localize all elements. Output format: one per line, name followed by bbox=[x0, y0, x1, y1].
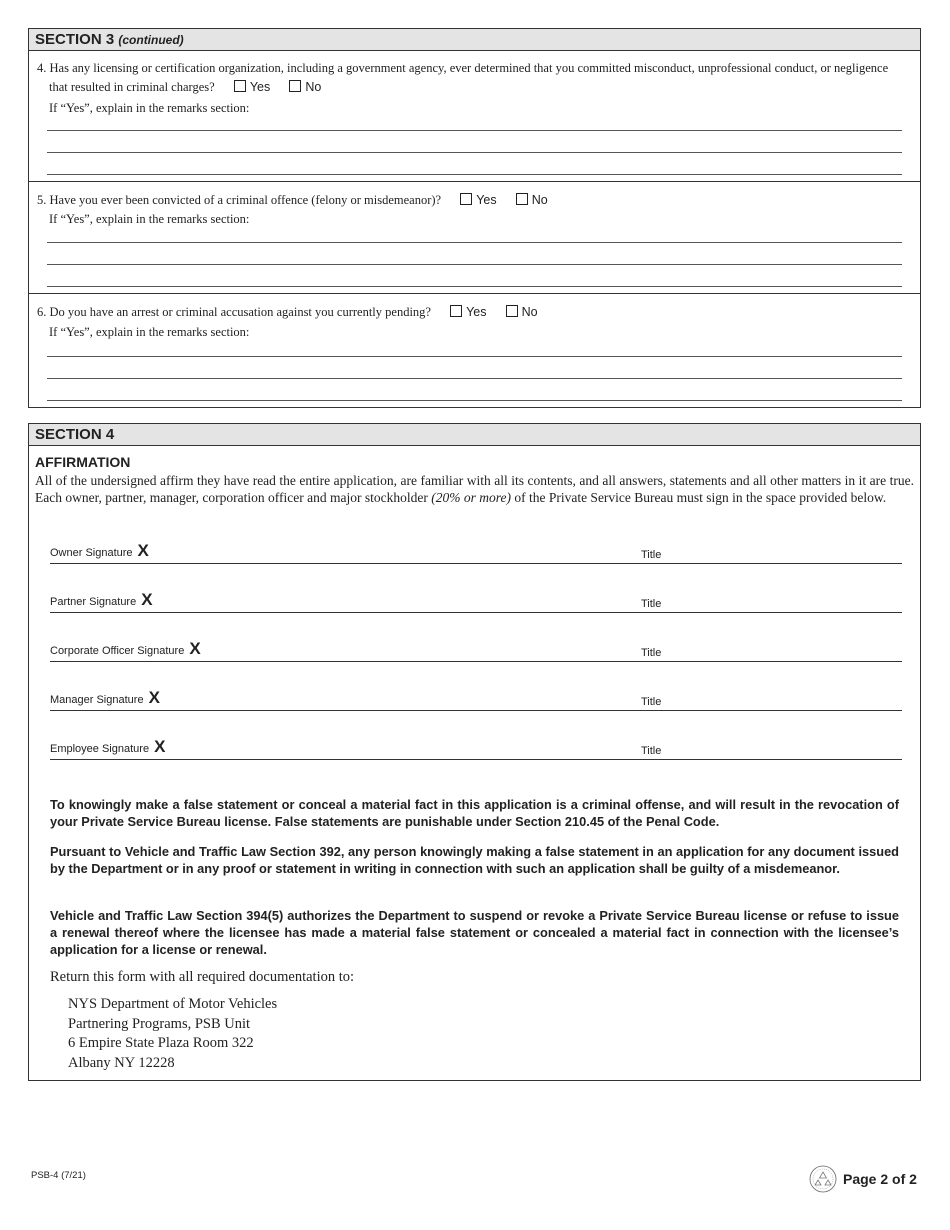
question-5 bbox=[29, 181, 920, 293]
question-5-explain: If “Yes”, explain in the remarks section: bbox=[49, 212, 250, 226]
affirmation-text-italic: (20% or more) bbox=[431, 490, 511, 505]
corporate-officer-title-label: Title bbox=[641, 647, 662, 659]
section-3-continued: (continued) bbox=[118, 33, 184, 47]
owner-signature-label: Owner Signature bbox=[50, 547, 133, 559]
question-5-row bbox=[37, 191, 564, 209]
corporate-officer-signature-line[interactable] bbox=[50, 641, 902, 662]
page-number: Page 2 of 2 bbox=[843, 1171, 917, 1187]
partner-title-label: Title bbox=[641, 598, 662, 610]
employee-signature-line[interactable] bbox=[50, 739, 902, 760]
question-6-remarks-line-3[interactable] bbox=[47, 400, 902, 401]
question-4-yes-label: Yes bbox=[249, 80, 271, 94]
form-id: PSB-4 (7/21) bbox=[31, 1170, 86, 1181]
address-line-2: Partnering Programs, PSB Unit bbox=[68, 1015, 251, 1032]
affirmation-text bbox=[35, 472, 914, 506]
employee-signature-label: Employee Signature bbox=[50, 743, 150, 755]
corporate-officer-signature-label: Corporate Officer Signature bbox=[50, 645, 185, 657]
question-4-no-label: No bbox=[305, 80, 322, 94]
affirmation-text-part1: All of the undersigned affirm they have read the entire application, are familiar with all its contents, and all answers, statements and all other matters in it are true. Each owner, partner, manager, corporation officer and major stockholder bbox=[35, 473, 914, 505]
section-4-header bbox=[29, 424, 920, 446]
section-3 bbox=[28, 28, 921, 408]
employee-title-label: Title bbox=[641, 745, 662, 757]
question-6-yes-checkbox[interactable] bbox=[450, 305, 462, 317]
warning-false-statement: To knowingly make a false statement or conceal a material fact in this application is a criminal offense, and will result in the revocation of your Private Service Bureau license. False statements are punishable under Section 210.45 of the Penal Code. bbox=[50, 797, 899, 829]
partner-signature-line[interactable] bbox=[50, 592, 902, 613]
section-3-title: SECTION 3 bbox=[35, 31, 115, 48]
question-4-remarks-line-1[interactable] bbox=[47, 130, 902, 131]
question-4-explain: If “Yes”, explain in the remarks section: bbox=[49, 101, 250, 115]
question-6-text: 6. Do you have an arrest or criminal accusation against you currently pending? bbox=[37, 305, 431, 319]
question-4-yes-checkbox[interactable] bbox=[234, 80, 246, 92]
address-line-1: NYS Department of Motor Vehicles bbox=[68, 996, 278, 1012]
question-4-remarks-line-3[interactable] bbox=[47, 174, 902, 175]
warning-vtl-392: Pursuant to Vehicle and Traffic Law Section 392, any person knowingly making a false statement in an application for any document issued by the Department or in any proof or statement in writing in connection with such an application shall be guilty of a misdemeanor. bbox=[50, 844, 899, 876]
address-line-4: Albany NY 12228 bbox=[68, 1054, 175, 1071]
question-5-remarks-line-2[interactable] bbox=[47, 264, 902, 265]
question-4-remarks-line-2[interactable] bbox=[47, 152, 902, 153]
question-5-no-checkbox[interactable] bbox=[516, 193, 528, 205]
question-4-text-line2: that resulted in criminal charges? bbox=[49, 80, 215, 94]
warning-vtl-394: Vehicle and Traffic Law Section 394(5) authorizes the Department to suspend or revoke a Private Service Bureau license or refuse to issue a renewal thereof where the licensee has made a material false statement or concealed a material fact in connection with the licensee’s application for a license or renewal. bbox=[50, 908, 899, 957]
owner-signature-line[interactable] bbox=[50, 543, 902, 564]
manager-signature-x-mark: X bbox=[148, 688, 160, 707]
owner-title-label: Title bbox=[641, 549, 662, 561]
question-6-no-label: No bbox=[521, 305, 538, 319]
address-line-3: 6 Empire State Plaza Room 322 bbox=[68, 1035, 254, 1051]
employee-signature-x-mark: X bbox=[154, 737, 166, 756]
question-5-remarks-line-1[interactable] bbox=[47, 242, 902, 243]
section-3-header bbox=[29, 29, 920, 51]
question-4-no-checkbox[interactable] bbox=[289, 80, 301, 92]
affirmation-heading: AFFIRMATION bbox=[35, 454, 131, 470]
question-6-yes-label: Yes bbox=[466, 305, 487, 319]
section-4-title: SECTION 4 bbox=[35, 426, 115, 443]
question-6-explain: If “Yes”, explain in the remarks section: bbox=[49, 325, 250, 339]
question-4-text-line1: 4. Has any licensing or certification organization, including a government agency, ever determined that you committed misconduct, unprofessional conduct, or negligence bbox=[37, 61, 889, 75]
question-5-no-label: No bbox=[531, 193, 548, 207]
mailing-address bbox=[68, 995, 277, 1073]
question-6 bbox=[29, 293, 920, 407]
question-5-yes-checkbox[interactable] bbox=[460, 193, 472, 205]
corporate-officer-signature-x-mark: X bbox=[189, 639, 201, 658]
manager-title-label: Title bbox=[641, 696, 662, 708]
nys-seal-icon bbox=[809, 1165, 837, 1193]
question-5-remarks-line-3[interactable] bbox=[47, 286, 902, 287]
question-6-row bbox=[37, 303, 554, 321]
manager-signature-label: Manager Signature bbox=[50, 694, 144, 706]
affirmation-text-part2: of the Private Service Bureau must sign in the space provided below. bbox=[510, 490, 887, 505]
question-6-remarks-line-1[interactable] bbox=[47, 356, 902, 357]
question-4-line2-row bbox=[49, 78, 337, 96]
question-6-remarks-line-2[interactable] bbox=[47, 378, 902, 379]
partner-signature-x-mark: X bbox=[141, 590, 153, 609]
question-5-text: 5. Have you ever been convicted of a criminal offence (felony or misdemeanor)? bbox=[37, 193, 442, 207]
manager-signature-line[interactable] bbox=[50, 690, 902, 711]
partner-signature-label: Partner Signature bbox=[50, 596, 137, 608]
question-5-yes-label: Yes bbox=[476, 193, 497, 207]
section-4 bbox=[28, 423, 921, 1081]
question-6-no-checkbox[interactable] bbox=[506, 305, 518, 317]
owner-signature-x-mark: X bbox=[137, 541, 149, 560]
question-4 bbox=[29, 51, 920, 182]
return-instructions: Return this form with all required documentation to: bbox=[50, 969, 355, 985]
